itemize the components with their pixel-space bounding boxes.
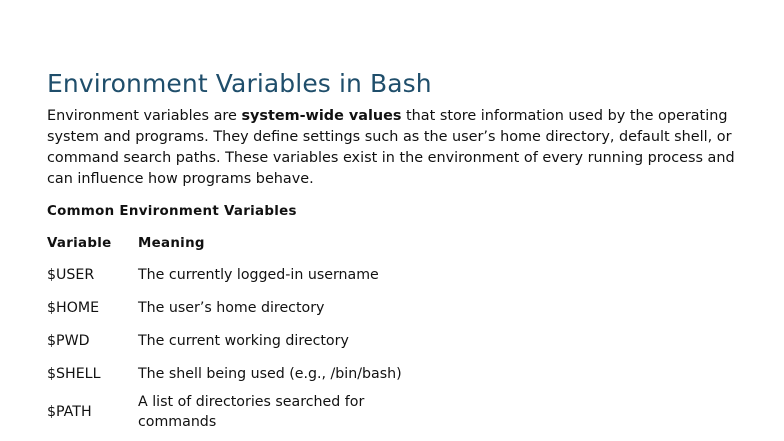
- variable-cell: $USER: [47, 266, 95, 283]
- variables-table: [47, 229, 408, 434]
- meaning-cell: The shell being used (e.g., /bin/bash): [138, 365, 402, 382]
- header-meaning: Meaning: [138, 236, 205, 251]
- table-row: [47, 258, 408, 291]
- meaning-cell: The user’s home directory: [138, 299, 325, 316]
- table-row: [47, 357, 408, 390]
- table-header-row: [47, 229, 408, 258]
- table-row: [47, 324, 408, 357]
- slide-content: [47, 66, 747, 434]
- header-variable: Variable: [47, 236, 112, 251]
- variable-cell: $PWD: [47, 332, 90, 349]
- slide-title: Environment Variables in Bash: [47, 69, 432, 98]
- intro-emphasis: system-wide values: [241, 108, 402, 124]
- section-heading: Common Environment Variables: [47, 204, 297, 219]
- intro-text-end: that store information used by the operating system and programs. They define settings such as the user’s home directory, default shell, or command search paths. These variables exist in the environment of every running process and can influence how programs behave.: [47, 108, 735, 187]
- variable-cell: $PATH: [47, 404, 92, 420]
- intro-text-start: Environment variables are: [47, 108, 242, 124]
- table-row: [47, 390, 408, 434]
- intro-paragraph: [47, 106, 747, 190]
- meaning-cell: The currently logged-in username: [138, 266, 379, 283]
- variable-cell: $SHELL: [47, 365, 101, 382]
- meaning-cell: The current working directory: [138, 332, 349, 349]
- variable-cell: $HOME: [47, 299, 100, 316]
- table-row: [47, 291, 408, 324]
- meaning-cell: A list of directories searched for commands: [138, 394, 365, 430]
